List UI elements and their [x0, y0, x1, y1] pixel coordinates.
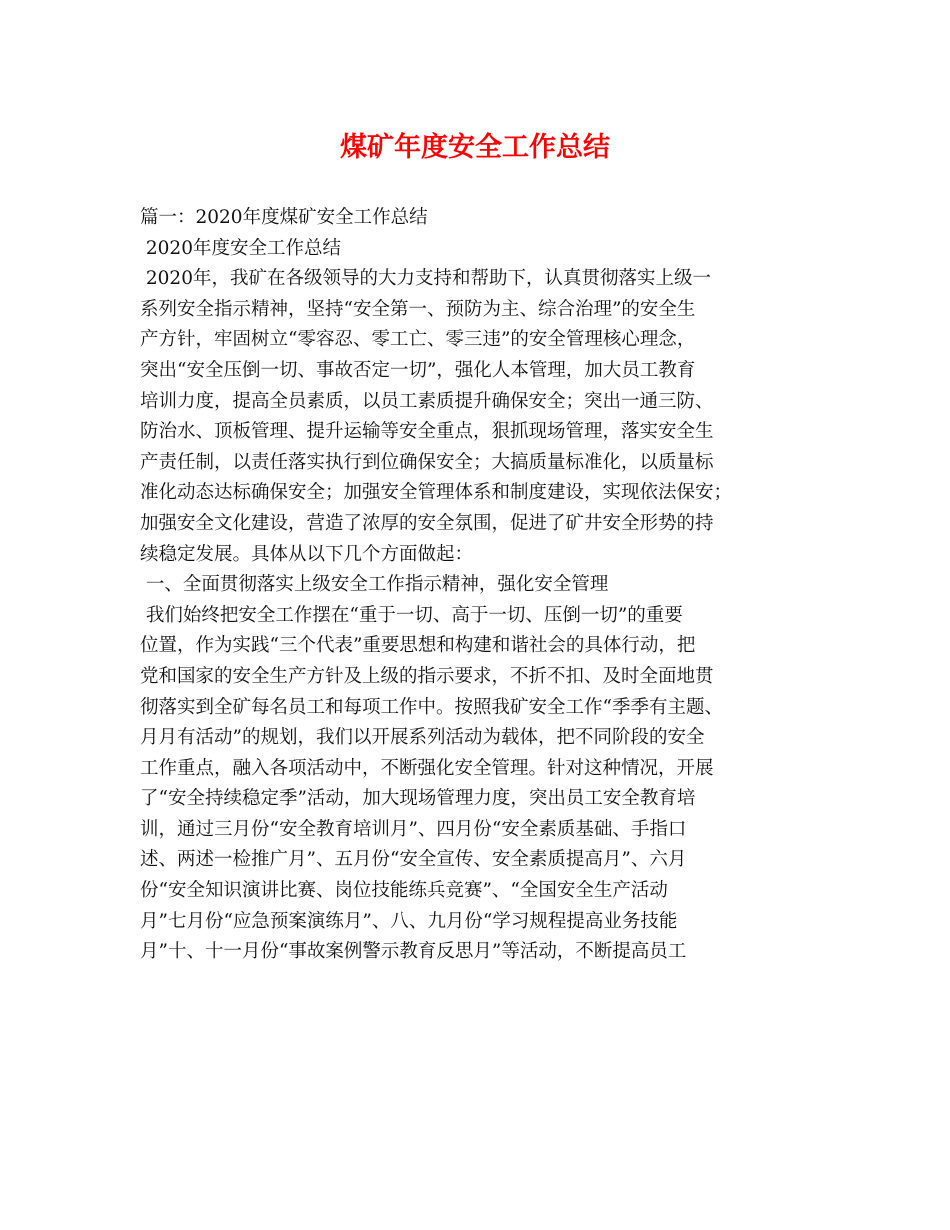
body-line: 份“安全知识演讲比赛、岗位技能练兵竞赛”、“全国安全生产活动: [140, 880, 668, 902]
body-line: 续稳定发展。具体从以下几个方面做起：: [140, 543, 474, 565]
body-line: 产方针，牢固树立“零容忍、零工亡、零三违”的安全管理核心理念，: [140, 329, 696, 351]
body-line: 防治水、顶板管理、提升运输等安全重点，狠抓现场管理，落实安全生: [140, 421, 714, 443]
body-line: 党和国家的安全生产方针及上级的指示要求，不折不扣、及时全面地贯: [140, 665, 714, 687]
body-line: 2020年，我矿在各级领导的大力支持和帮助下，认真贯彻落实上级一: [140, 268, 711, 290]
body-line: 训，通过三月份“安全教育培训月”、四月份“安全素质基础、手指口: [140, 818, 687, 840]
body-line: 月”十、十一月份“事故案例警示教育反思月”等活动，不断提高员工: [140, 941, 687, 963]
body-line: 工作重点，融入各项活动中，不断强化安全管理。针对这种情况，开展: [140, 757, 714, 779]
body-line: 月”七月份“应急预案演练月”、八、九月份“学习规程提高业务技能: [140, 910, 678, 932]
body-line: 月月有活动”的规划，我们以开展系列活动为载体，把不同阶段的安全: [140, 727, 705, 749]
body-line: 了“安全持续稳定季”活动，加大现场管理力度，突出员工安全教育培: [140, 788, 696, 810]
section-heading: 一、全面贯彻落实上级安全工作指示精神，强化安全管理: [140, 574, 609, 596]
body-line: 加强安全文化建设，营造了浓厚的安全氛围，促进了矿井安全形势的持: [140, 512, 714, 534]
body-line: 产责任制，以责任落实执行到位确保安全；大搞质量标准化，以质量标: [140, 451, 714, 473]
body-line: 培训力度，提高全员素质，以员工素质提升确保安全；突出一通三防、: [140, 390, 714, 412]
body-line: 准化动态达标确保安全；加强安全管理体系和制度建设，实现依法保安；: [140, 482, 733, 504]
body-line: 系列安全指示精神，坚持“安全第一、预防为主、综合治理”的安全生: [140, 298, 696, 320]
document-title: 煤矿年度安全工作总结: [340, 132, 610, 163]
body-line: 2020年度安全工作总结: [140, 237, 341, 259]
document-body: [140, 203, 820, 968]
body-line: 述、两述一检推广月”、五月份“安全宣传、安全素质提高月”、六月: [140, 849, 687, 871]
body-line: 我们始终把安全工作摆在“重于一切、高于一切、压倒一切”的重要: [140, 604, 683, 626]
body-line: 彻落实到全矿每名员工和每项工作中。按照我矿安全工作“季季有主题、: [140, 696, 723, 718]
body-line: 位置，作为实践“三个代表”重要思想和构建和谐社会的具体行动，把: [140, 635, 696, 657]
body-line: 突出“安全压倒一切、事故否定一切”，强化人本管理，加大员工教育: [140, 359, 696, 381]
body-line: 篇一：2020年度煤矿安全工作总结: [140, 207, 428, 228]
